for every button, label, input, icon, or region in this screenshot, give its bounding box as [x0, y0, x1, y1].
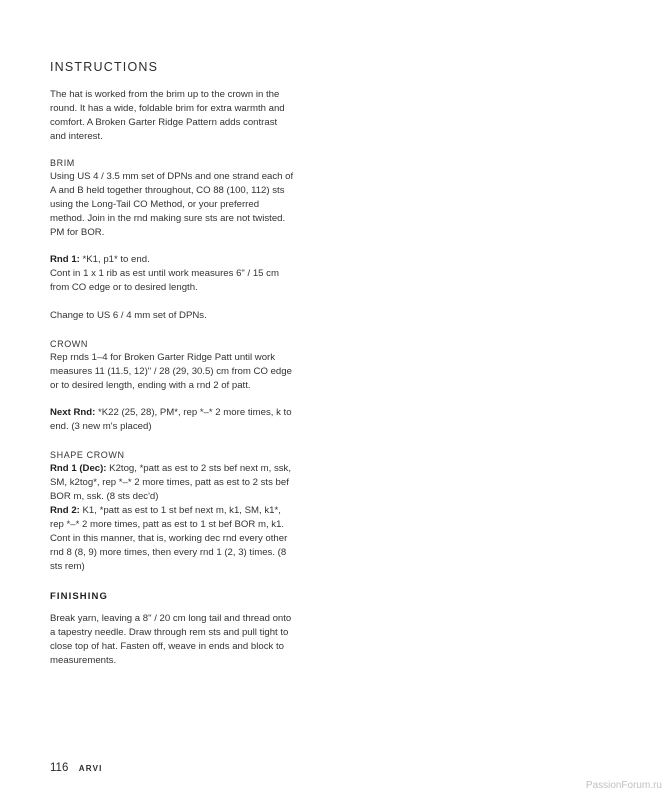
- instructions-heading: INSTRUCTIONS: [50, 60, 159, 74]
- next-rnd-label: Next Rnd:: [50, 407, 96, 418]
- next-rnd-instruction: [50, 406, 295, 434]
- finishing-text: Break yarn, leaving a 8" / 20 cm long tail and thread onto a tapestry needle. Draw through rem sts and pull tight to close top of hat. Fasten off, weave in ends and block to measurements.: [50, 613, 292, 666]
- shape-crown-rnd2-text: K1, *patt as est to 1 st bef next m, k1, SM, k1*, rep *–* 2 more times, patt as est to 1 st bef BOR m, k1.: [50, 505, 285, 530]
- shape-crown-rnd1: [50, 462, 295, 504]
- page-footer: [50, 758, 103, 776]
- crown-section: [50, 337, 295, 393]
- rnd1-text: *K1, p1* to end.: [79, 254, 150, 265]
- intro-paragraph: [50, 88, 295, 144]
- shape-crown-rnd1-label: Rnd 1 (Dec):: [50, 463, 107, 474]
- crown-text: Rep rnds 1–4 for Broken Garter Ridge Patt until work measures 11 (11.5, 12)" / 28 (29, 30.5) cm from CO edge or to desired length, ending with a rnd 2 of patt.: [50, 352, 292, 391]
- brim-section: [50, 156, 295, 240]
- intro-text: The hat is worked from the brim up to the crown in the round. It has a wide, foldable brim for extra warmth and comfort. A Broken Garter Ridge Pattern adds contrast and interest.: [50, 89, 285, 142]
- shape-crown-rnd1-text: K2tog, *patt as est to 2 sts bef next m, ssk, SM, k2tog*, rep *–* 2 more times, patt as est to 2 sts bef BOR m, ssk. (8 sts dec'd): [50, 463, 292, 502]
- next-rnd-section: [50, 406, 295, 434]
- shape-crown-continue: Cont in this manner, that is, working dec rnd every other rnd 8 (8, 9) more times, then every rnd 1 (2, 3) times. (8 sts rem): [50, 533, 288, 572]
- finishing-title: FINISHING: [50, 591, 108, 602]
- book-name: ARVI: [78, 764, 103, 773]
- watermark: PassionForum.ru: [585, 780, 662, 791]
- next-rnd-text: *K22 (25, 28), PM*, rep *–* 2 more times, k to end. (3 new m's placed): [50, 407, 292, 432]
- shape-crown-rnd2: [50, 504, 295, 532]
- shape-crown-rnd2-label: Rnd 2:: [50, 505, 80, 516]
- rnd1-continue: Cont in 1 x 1 rib as est until work measures 6" / 15 cm from CO edge or to desired length.: [50, 268, 279, 293]
- shape-crown-section: [50, 448, 295, 574]
- brim-text: Using US 4 / 3.5 mm set of DPNs and one strand each of A and B held together throughout, CO 88 (100, 112) sts using the Long-Tail CO Method, or your preferred method. Join in the rnd making sure sts are not twisted. PM for BOR.: [50, 171, 294, 238]
- brim-title: BRIM: [50, 158, 75, 168]
- page-number: 116: [50, 762, 69, 774]
- rnd1-instruction: [50, 253, 295, 267]
- shape-crown-title: SHAPE CROWN: [50, 450, 125, 460]
- rnd1-section: [50, 253, 295, 295]
- change-needles-section: [50, 309, 295, 323]
- crown-title: CROWN: [50, 339, 88, 349]
- finishing-section: [50, 612, 295, 668]
- rnd1-label: Rnd 1:: [50, 254, 80, 265]
- change-needles-text: Change to US 6 / 4 mm set of DPNs.: [50, 310, 207, 321]
